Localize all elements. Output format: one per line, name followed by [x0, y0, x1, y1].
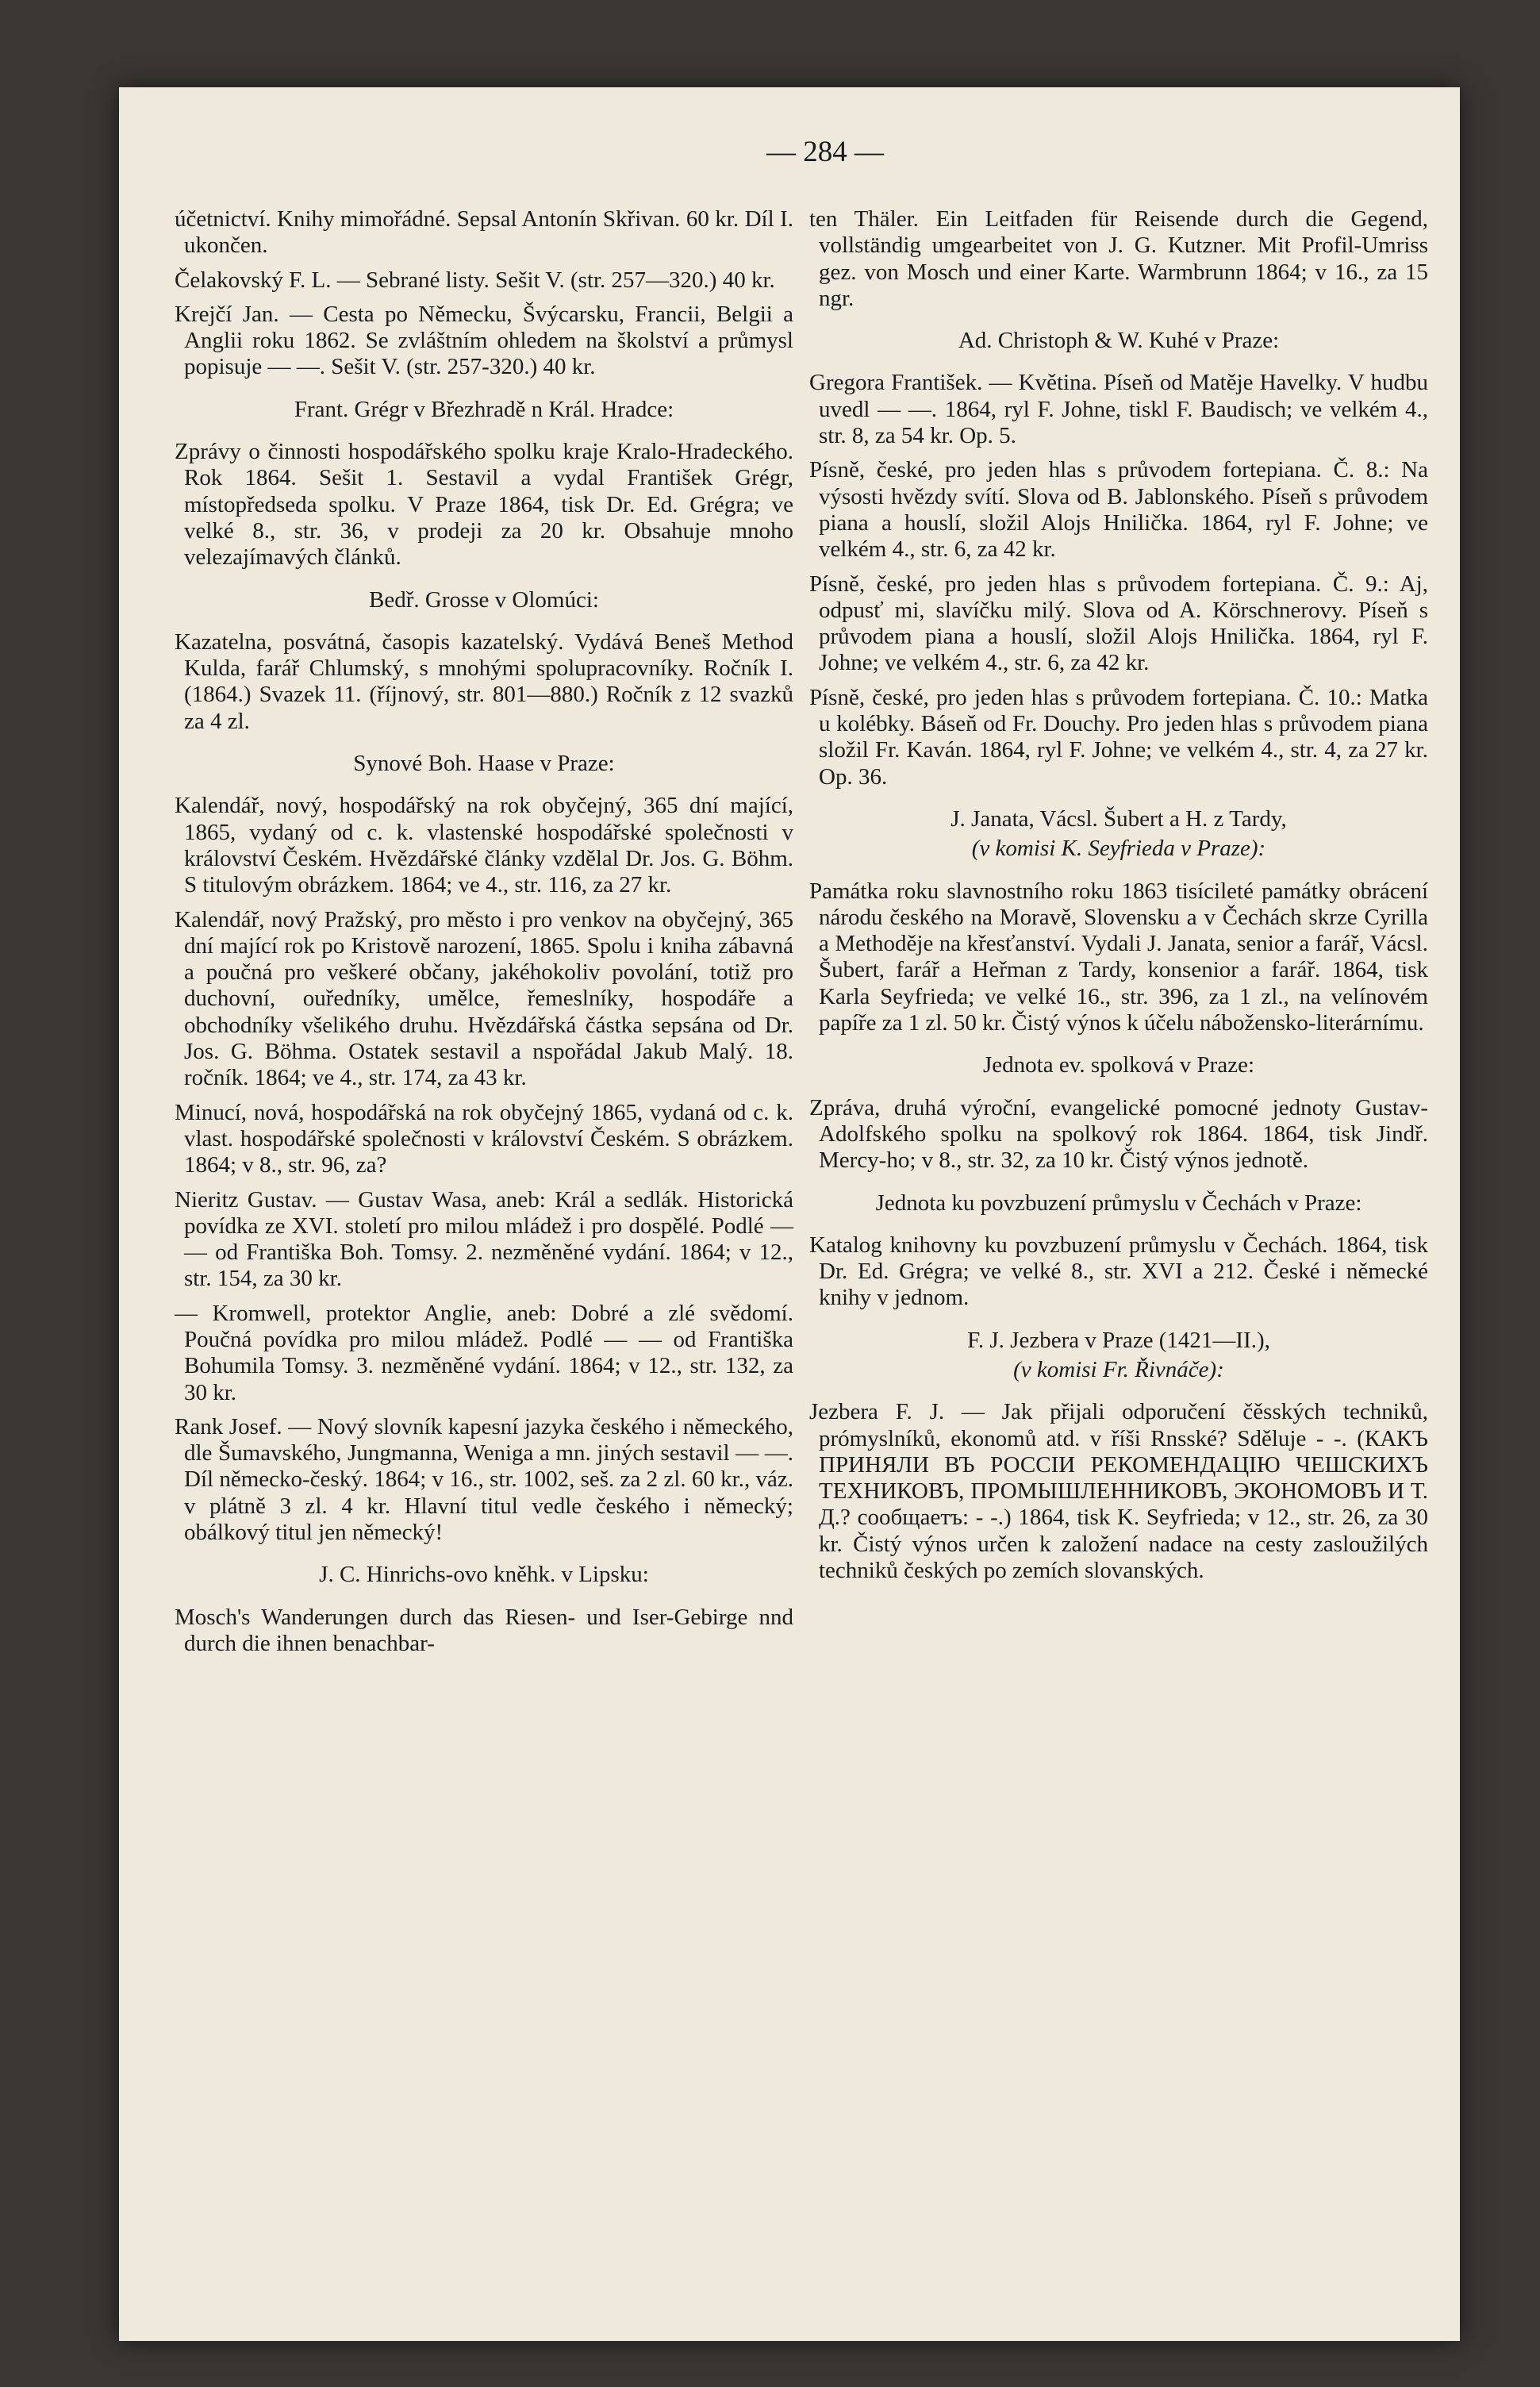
catalog-entry: Katalog knihovny ku povzbuzení průmyslu v Čechách. 1864, tisk Dr. Ed. Grégra; ve velké 8., str. XVI a 212. České i německé knihy v jednom. — [809, 1232, 1428, 1311]
catalog-entry: Kalendář, nový, hospodářský na rok obyčejný, 365 dní mající, 1865, vydaný od c. k. vlastenské hospodářské společnosti v království Českém. Hvězdářské články vzdělal Dr. Jos. G. Böhm. S titulovým obrázkem. 1864; ve 4., str. 116, za 27 kr. — [175, 793, 793, 898]
catalog-entry: Kazatelna, posvátná, časopis kazatelský. Vydává Beneš Method Kulda, farář Chlumský, s mnohými spolupracovníky. Ročník I. (1864.) Svazek 11. (říjnový, str. 801—880.) Ročník z 12 svazků za 4 zl. — [175, 628, 793, 734]
catalog-entry: účetnictví. Knihy mimořádné. Sepsal Antonín Skřivan. 60 kr. Díl I. ukončen. — [175, 206, 793, 259]
publisher-heading: Jednota ku povzbuzení průmyslu v Čechách v Praze: — [875, 1190, 1362, 1216]
catalog-entry: ten Thäler. Ein Leitfaden für Reisende durch die Gegend, vollständig umgearbeitet von J. G. Kutzner. Mit Profil-Umriss gez. von Mosch und einer Karte. Warmbrunn 1864; v 16., za 15 ngr. — [809, 206, 1428, 311]
catalog-entry: Čelakovský F. L. — Sebrané listy. Sešit V. (str. 257—320.) 40 kr. — [175, 267, 775, 293]
catalog-entry: Nieritz Gustav. — Gustav Wasa, aneb: Král a sedlák. Historická povídka ze XVI. století pro milou mládež i pro dospělé. Podlé — — od Františka Boh. Tomsy. 2. nezměněné vydání. 1864; v 12., str. 154, za 30 kr. — [175, 1186, 793, 1292]
catalog-entry: Památka roku slavnostního roku 1863 tisícileté památky obrácení národu českého na Moravě, Slovensku a v Čechách skrze Cyrilla a Methoděje na křesťanství. Vydali J. Janata, senior a farář, Vácsl. Šubert, farář a Heřman z Tardy, konsenior a farář. 1864, tisk Karla Seyfrieda; ve velké 16., str. 396, za 1 zl., na velínovém papíře za 1 zl. 50 kr. Čistý výnos k účelu nábožensko-literárnímu. — [809, 878, 1428, 1036]
publisher-heading: Ad. Christoph & W. Kuhé v Praze: — [958, 328, 1280, 354]
publisher-heading: Frant. Grégr v Březhradě n Král. Hradce: — [294, 396, 674, 422]
catalog-entry: — Kromwell, protektor Anglie, aneb: Dobré a zlé svědomí. Poučná povídka pro milou mládež. Podlé — — od Františka Bohumila Tomsy. 3. nezměněné vydání. 1864; v 12., str. 132, za 30 kr. — [175, 1300, 793, 1405]
catalog-entry: Mosch's Wanderungen durch das Riesen- und Iser-Gebirge nnd durch die ihnen benachbar- — [175, 1604, 793, 1656]
publisher-heading: F. J. Jezbera v Praze (1421—II.), — [967, 1327, 1270, 1353]
page-number: — 284 — — [766, 136, 884, 168]
right-column — [809, 206, 1428, 1592]
catalog-entry: Krejčí Jan. — Cesta po Německu, Švýcarsku, Francii, Belgii a Anglii roku 1862. Se zvláštním ohledem na školství a průmysl popisuje — —. Sešit V. (str. 257-320.) 40 kr. — [175, 301, 793, 380]
book-page — [119, 87, 1460, 2341]
catalog-entry: Kalendář, nový Pražský, pro město i pro venkov na obyčejný, 365 dní mající rok po Kristově narození, 1865. Spolu i kniha zábavná a poučná pro veškeré občany, jakéhokoliv povolání, totiž pro duchovní, ouředníky, umělce, řemeslníky, hospodáře a obchodníky všelikého druhu. Hvězdářská částka sepsána od Dr. Jos. G. Böhma. Ostatek sestavil a nspořádal Jakub Malý. 18. ročník. 1864; ve 4., str. 174, za 43 kr. — [175, 906, 793, 1091]
left-column — [175, 206, 793, 1665]
publisher-subheading: (v komisi K. Seyfrieda v Praze): — [971, 836, 1266, 862]
publisher-heading: Bedř. Grosse v Olomúci: — [369, 586, 599, 613]
catalog-entry: Zprávy o činnosti hospodářského spolku kraje Kralo-Hradeckého. Rok 1864. Sešit 1. Sestavil a vydal František Grégr, místopředseda spolku. V Praze 1864, tisk Dr. Ed. Grégra; ve velké 8., str. 36, v prodeji za 20 kr. Obsahuje mnoho velezajímavých článků. — [175, 439, 793, 571]
publisher-heading: J. Janata, Vácsl. Šubert a H. z Tardy, — [950, 805, 1287, 832]
catalog-entry: Minucí, nová, hospodářská na rok obyčejný 1865, vydaná od c. k. vlast. hospodářské společnosti v království Českém. S obrázkem. 1864; v 8., str. 96, za? — [175, 1099, 793, 1178]
publisher-heading: J. C. Hinrichs-ovo kněhk. v Lipsku: — [319, 1562, 649, 1588]
publisher-heading: Synové Boh. Haase v Praze: — [353, 751, 615, 777]
catalog-entry: Zpráva, druhá výroční, evangelické pomocné jednoty Gustav-Adolfského spolku na spolkový rok 1864. 1864, tisk Jindř. Mercy-ho; v 8., str. 32, za 10 kr. Čistý výnos jednotě. — [809, 1094, 1428, 1174]
catalog-entry: Rank Josef. — Nový slovník kapesní jazyka českého i německého, dle Šumavského, Jungmanna, Weniga a mn. jiných sestavil — —. Díl německo-český. 1864; v 16., str. 1002, seš. za 2 zl. 60 kr., váz. v plátně 3 zl. 4 kr. Hlavní titul vedle českého i německý; obálkový titul jen německý! — [175, 1413, 793, 1546]
catalog-entry: Písně, české, pro jeden hlas s průvodem fortepiana. Č. 8.: Na výsosti hvězdy svítí. Slova od B. Jablonského. Píseň s průvodem piana a houslí, složil Alojs Hnilička. 1864, ryl F. Johne; ve velkém 4., str. 6, za 42 kr. — [809, 457, 1428, 563]
catalog-entry: Písně, české, pro jeden hlas s průvodem fortepiana. Č. 10.: Matka u kolébky. Báseň od Fr. Douchy. Pro jeden hlas s průvodem piana složil Fr. Kaván. 1864, ryl F. Johne; ve velkém 4., str. 4, za 27 kr. Op. 36. — [809, 684, 1428, 790]
publisher-heading: Jednota ev. spolková v Praze: — [983, 1052, 1254, 1078]
catalog-entry: Písně, české, pro jeden hlas s průvodem fortepiana. Č. 9.: Aj, odpusť mi, slavíčku milý. Slova od A. Körschnerovy. Píseň s průvodem piana a houslí, složil Alojs Hnilička. 1864, ryl F. Johne; ve velkém 4., str. 6, za 42 kr. — [809, 571, 1428, 676]
catalog-entry: Gregora František. — Květina. Píseň od Matěje Havelky. V hudbu uvedl — —. 1864, ryl F. Johne, tiskl F. Baudisch; ve velkém 4., str. 8, za 54 kr. Op. 5. — [809, 370, 1428, 449]
publisher-subheading: (v komisi Fr. Řivnáče): — [1013, 1356, 1224, 1382]
catalog-entry: Jezbera F. J. — Jak přijali odporučení čěsských techniků, prómyslníků, ekonomů atd. v říši Rnsské? Sděluje - -. (КАКЪ ПРИНЯЛИ ВЪ РОССІИ РЕКОМЕНДАЦІЮ ЧЕШСКИХЪ ТЕХНИКОВЪ, ПРОМЫШЛЕННИКОВЪ, ЭКОНОМОВЪ И Т. Д.? сообщаетъ: - -.) 1864, tisk K. Seyfrieda; v 12., str. 26, za 30 kr. Čistý výnos určen k založení nadace na cesty zasloužilých techniků českých po zemích slovanských. — [809, 1399, 1428, 1584]
